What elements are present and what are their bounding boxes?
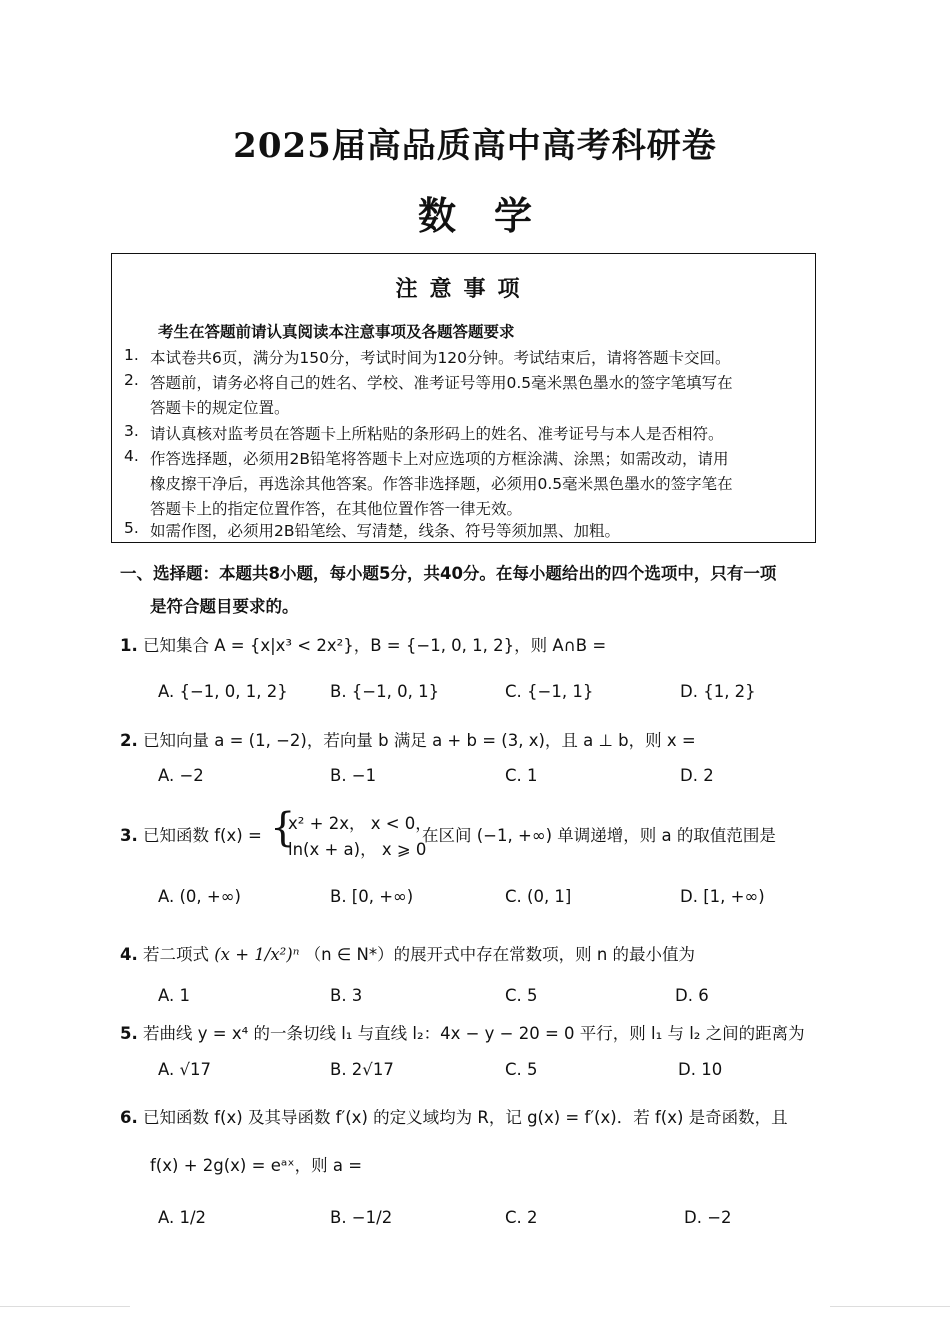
notice-item-num: 3. [124, 422, 139, 440]
question-stem: 已知向量 a = (1, −2)，若向量 b 满足 a + b = (3, x)，且 a ⊥ b，则 x = [143, 731, 696, 750]
subject-title: 数学 [417, 194, 570, 238]
notice-box [111, 253, 816, 543]
question-number: 1. [120, 636, 138, 655]
question-stem: 已知函数 f(x) 及其导函数 f′(x) 的定义域均为 R，记 g(x) = f′(x)．若 f(x) 是奇函数，且 [143, 1108, 788, 1127]
question-stem-pre: 已知函数 f(x) = [143, 826, 262, 845]
option-a: A. 1/2 [158, 1208, 207, 1227]
question-2 [120, 727, 696, 751]
footer-rule-left [0, 1306, 130, 1307]
notice-item-text: 作答选择题，必须用2B铅笔将答题卡上对应选项的方框涂满、涂黑；如需改动，请用 橡皮擦干净后，再选涂其他答案。作答非选择题，必须用0.5毫米黑色墨水的签字笔在 答题卡上的指定位置作答，在其他位置作答一律无效。 [150, 450, 733, 518]
option-a: A. 1 [158, 986, 190, 1005]
footer-rule-right [830, 1306, 950, 1307]
option-b: B. −1/2 [330, 1208, 393, 1227]
option-a: A. −2 [158, 766, 204, 785]
option-d: D. [1, +∞) [680, 887, 765, 906]
notice-title: 注意事项 [395, 277, 532, 302]
option-b: B. 3 [330, 986, 363, 1005]
option-a: A. √17 [158, 1060, 211, 1079]
notice-item-text: 答题前，请务必将自己的姓名、学校、准考证号等用0.5毫米黑色墨水的签字笔填写在 答题卡的规定位置。 [150, 374, 733, 417]
option-c: C. 5 [505, 986, 538, 1005]
piecewise-case-2: ln(x + a)， x ⩾ 0 [288, 840, 427, 859]
question-number: 5. [120, 1024, 138, 1043]
question-3 [120, 822, 262, 846]
notice-item [124, 519, 810, 544]
option-d: D. −2 [684, 1208, 732, 1227]
question-1 [120, 632, 606, 656]
option-d: D. {1, 2} [680, 682, 756, 701]
section-heading-line1: 一、选择题：本题共8小题，每小题5分，共40分。在每小题给出的四个选项中，只有一项 [120, 564, 777, 583]
question-number: 6. [120, 1108, 138, 1127]
binomial-expression: (x + 1/x²)ⁿ [214, 945, 300, 964]
notice-item-num: 5. [124, 519, 139, 537]
piecewise-case-1: x² + 2x， x < 0， [288, 814, 432, 833]
section-heading-line2: 是符合题目要求的。 [150, 597, 299, 616]
notice-item-num: 2. [124, 371, 139, 389]
question-6 [120, 1104, 788, 1128]
question-stem-post: （n ∈ N*）的展开式中存在常数项，则 n 的最小值为 [304, 945, 696, 964]
question-number: 2. [120, 731, 138, 750]
question-4 [120, 941, 695, 965]
option-c: C. {−1, 1} [505, 682, 594, 701]
notice-intro: 考生在答题前请认真阅读本注意事项及各题答题要求 [158, 323, 515, 341]
option-a: A. (0, +∞) [158, 887, 241, 906]
option-d: D. 6 [675, 986, 709, 1005]
notice-item-num: 1. [124, 346, 139, 364]
notice-item [124, 346, 810, 371]
notice-item [124, 371, 810, 421]
option-b: B. {−1, 0, 1} [330, 682, 440, 701]
question-stem-pre: 若二项式 [143, 945, 209, 964]
option-b: B. [0, +∞) [330, 887, 414, 906]
option-a: A. {−1, 0, 1, 2} [158, 682, 288, 701]
option-c: C. 5 [505, 1060, 538, 1079]
option-b: B. −1 [330, 766, 377, 785]
option-c: C. 1 [505, 766, 538, 785]
question-number: 3. [120, 826, 138, 845]
notice-item-text: 请认真核对监考员在答题卡上所粘贴的条形码上的姓名、准考证号与本人是否相符。 [150, 425, 724, 443]
option-d: D. 10 [678, 1060, 723, 1079]
question-5 [120, 1020, 805, 1044]
exam-title: 2025届高品质高中高考科研卷 [233, 126, 717, 166]
question-stem-line2: f(x) + 2g(x) = eᵃˣ，则 a = [150, 1156, 363, 1175]
notice-item [124, 422, 810, 447]
question-stem-post: 在区间 (−1, +∞) 单调递增，则 a 的取值范围是 [422, 826, 776, 845]
question-number: 4. [120, 945, 138, 964]
notice-item-text: 如需作图，必须用2B铅笔绘、写清楚，线条、符号等须加黑、加粗。 [150, 522, 620, 540]
notice-item [124, 447, 810, 522]
notice-item-text: 本试卷共6页，满分为150分，考试时间为120分钟。考试结束后，请将答题卡交回。 [150, 349, 731, 367]
option-b: B. 2√17 [330, 1060, 394, 1079]
question-stem: 若曲线 y = x⁴ 的一条切线 l₁ 与直线 l₂：4x − y − 20 = 0 平行，则 l₁ 与 l₂ 之间的距离为 [143, 1024, 805, 1043]
option-d: D. 2 [680, 766, 714, 785]
question-stem: 已知集合 A = {x|x³ < 2x²}，B = {−1, 0, 1, 2}，则 A∩B = [143, 636, 607, 655]
piecewise-brace: { [270, 805, 296, 851]
option-c: C. 2 [505, 1208, 538, 1227]
notice-item-num: 4. [124, 447, 139, 465]
option-c: C. (0, 1] [505, 887, 572, 906]
